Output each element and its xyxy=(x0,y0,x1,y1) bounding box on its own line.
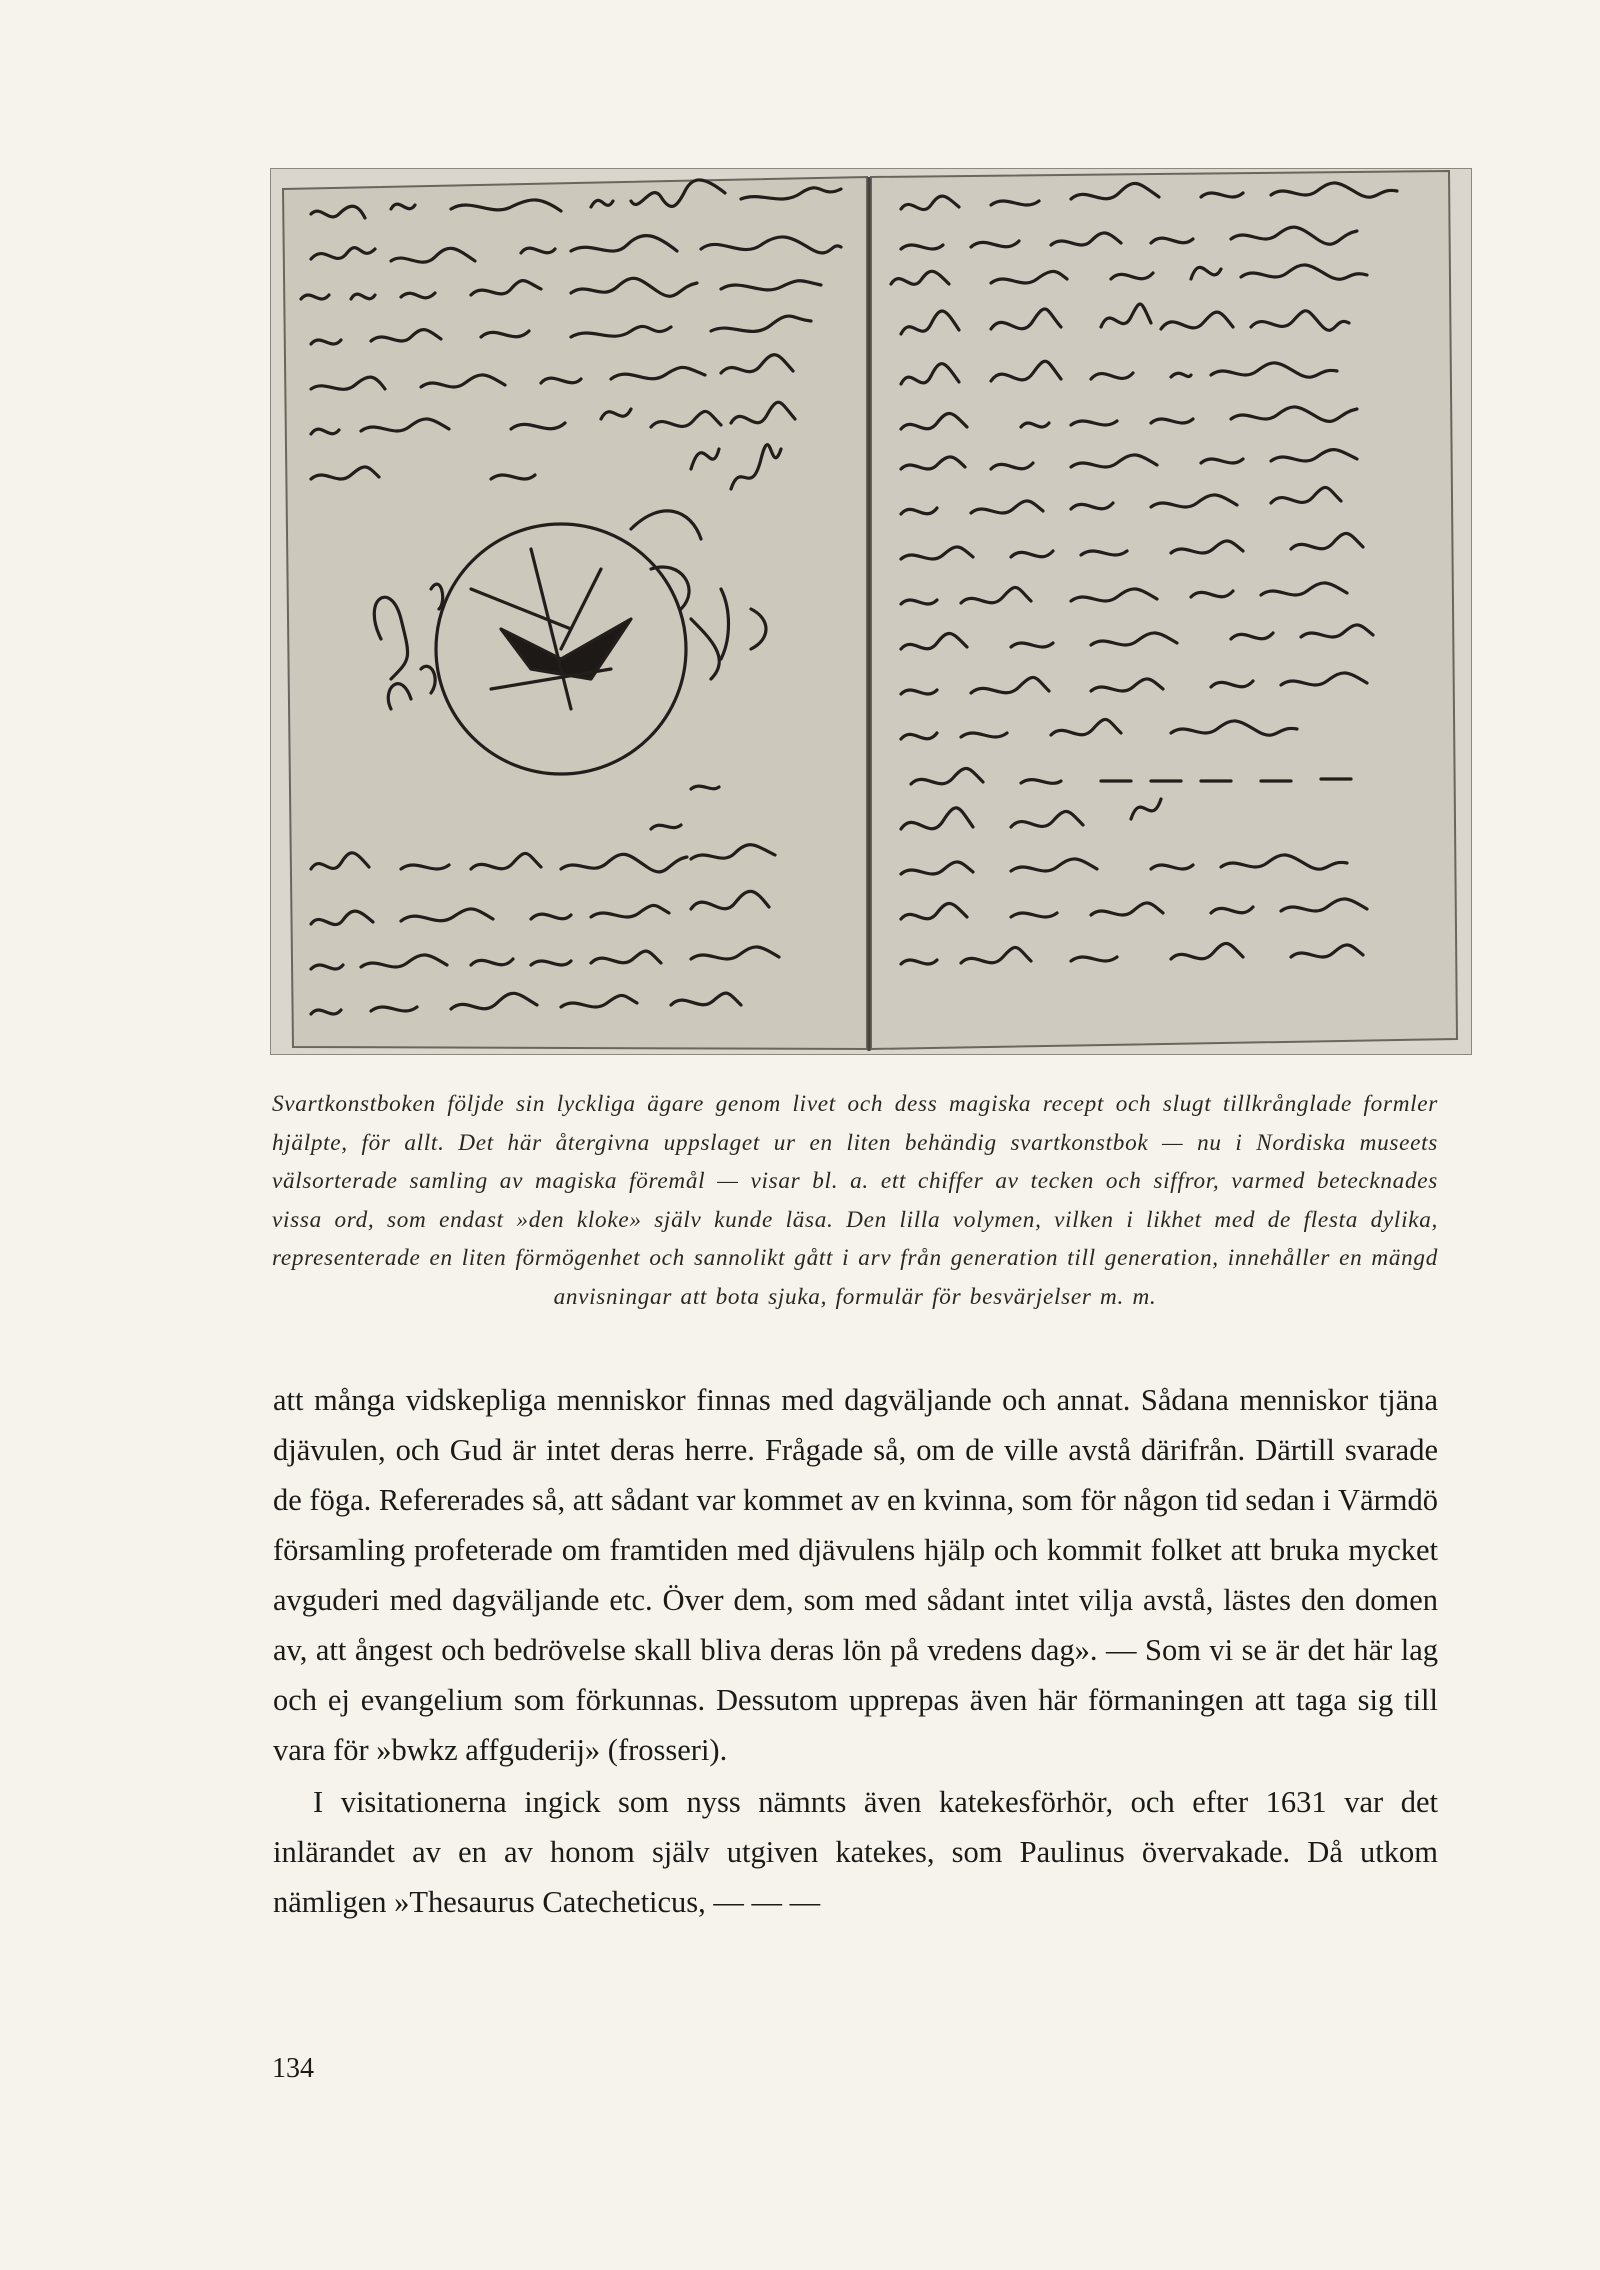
paragraph: I visitationerna ingick som nyss nämnts även katekesförhör, och efter 1631 var det inlärandet av en av honom själv utgiven katekes, som Paulinus övervakade. Då utkom nämligen »Thesaurus Catecheticus, — — — xyxy=(273,1785,1438,1919)
page-number: 134 xyxy=(272,2053,314,2084)
paragraph: att många vidskepliga menniskor finnas med dagväljande och annat. Sådana menniskor tjäna djävulen, och Gud är intet deras herre. Frågade så, om de ville avstå därifrån. Därtill svarade de föga. Refererades så, att sådant var kommet av en kvinna, som för någon tid sedan i Värmdö församling profeterade om framtiden med djävulens hjälp och kommit folket att bruka mycket avguderi med dagväljande etc. Över dem, som med sådant intet vilja avstå, lästes den domen av, att ångest och bedrövelse skall bliva deras lön på vredens dag». — Som vi se är det här lag och ej evangelium som förkunnas. Dessutom upprepas även här förmaningen att taga sig till vara för »bwkz affguderij» (frosseri). xyxy=(273,1383,1438,1767)
open-book-image xyxy=(271,169,1471,1054)
body-text xyxy=(273,1375,1438,1927)
spellbook-photo xyxy=(270,168,1472,1055)
photo-caption: Svartkonstboken följde sin lyckliga ägare genom livet och dess magiska recept och slugt tillkrånglade formler hjälpte, för allt. Det här återgivna uppslaget ur en liten behändig svartkonstbok — nu i Nordiska museets välsorterade samling av magiska föremål — visar bl. a. ett chiffer av tecken och siffror, varmed betecknades vissa ord, som endast »den kloke» själv kunde läsa. Den lilla volymen, vilken i likhet med de flesta dylika, representerade en liten förmögenhet och sannolikt gått i arv från generation till generation, innehåller en mängd anvisningar att bota sjuka, formulär för besvärjelser m. m. xyxy=(272,1091,1438,1310)
